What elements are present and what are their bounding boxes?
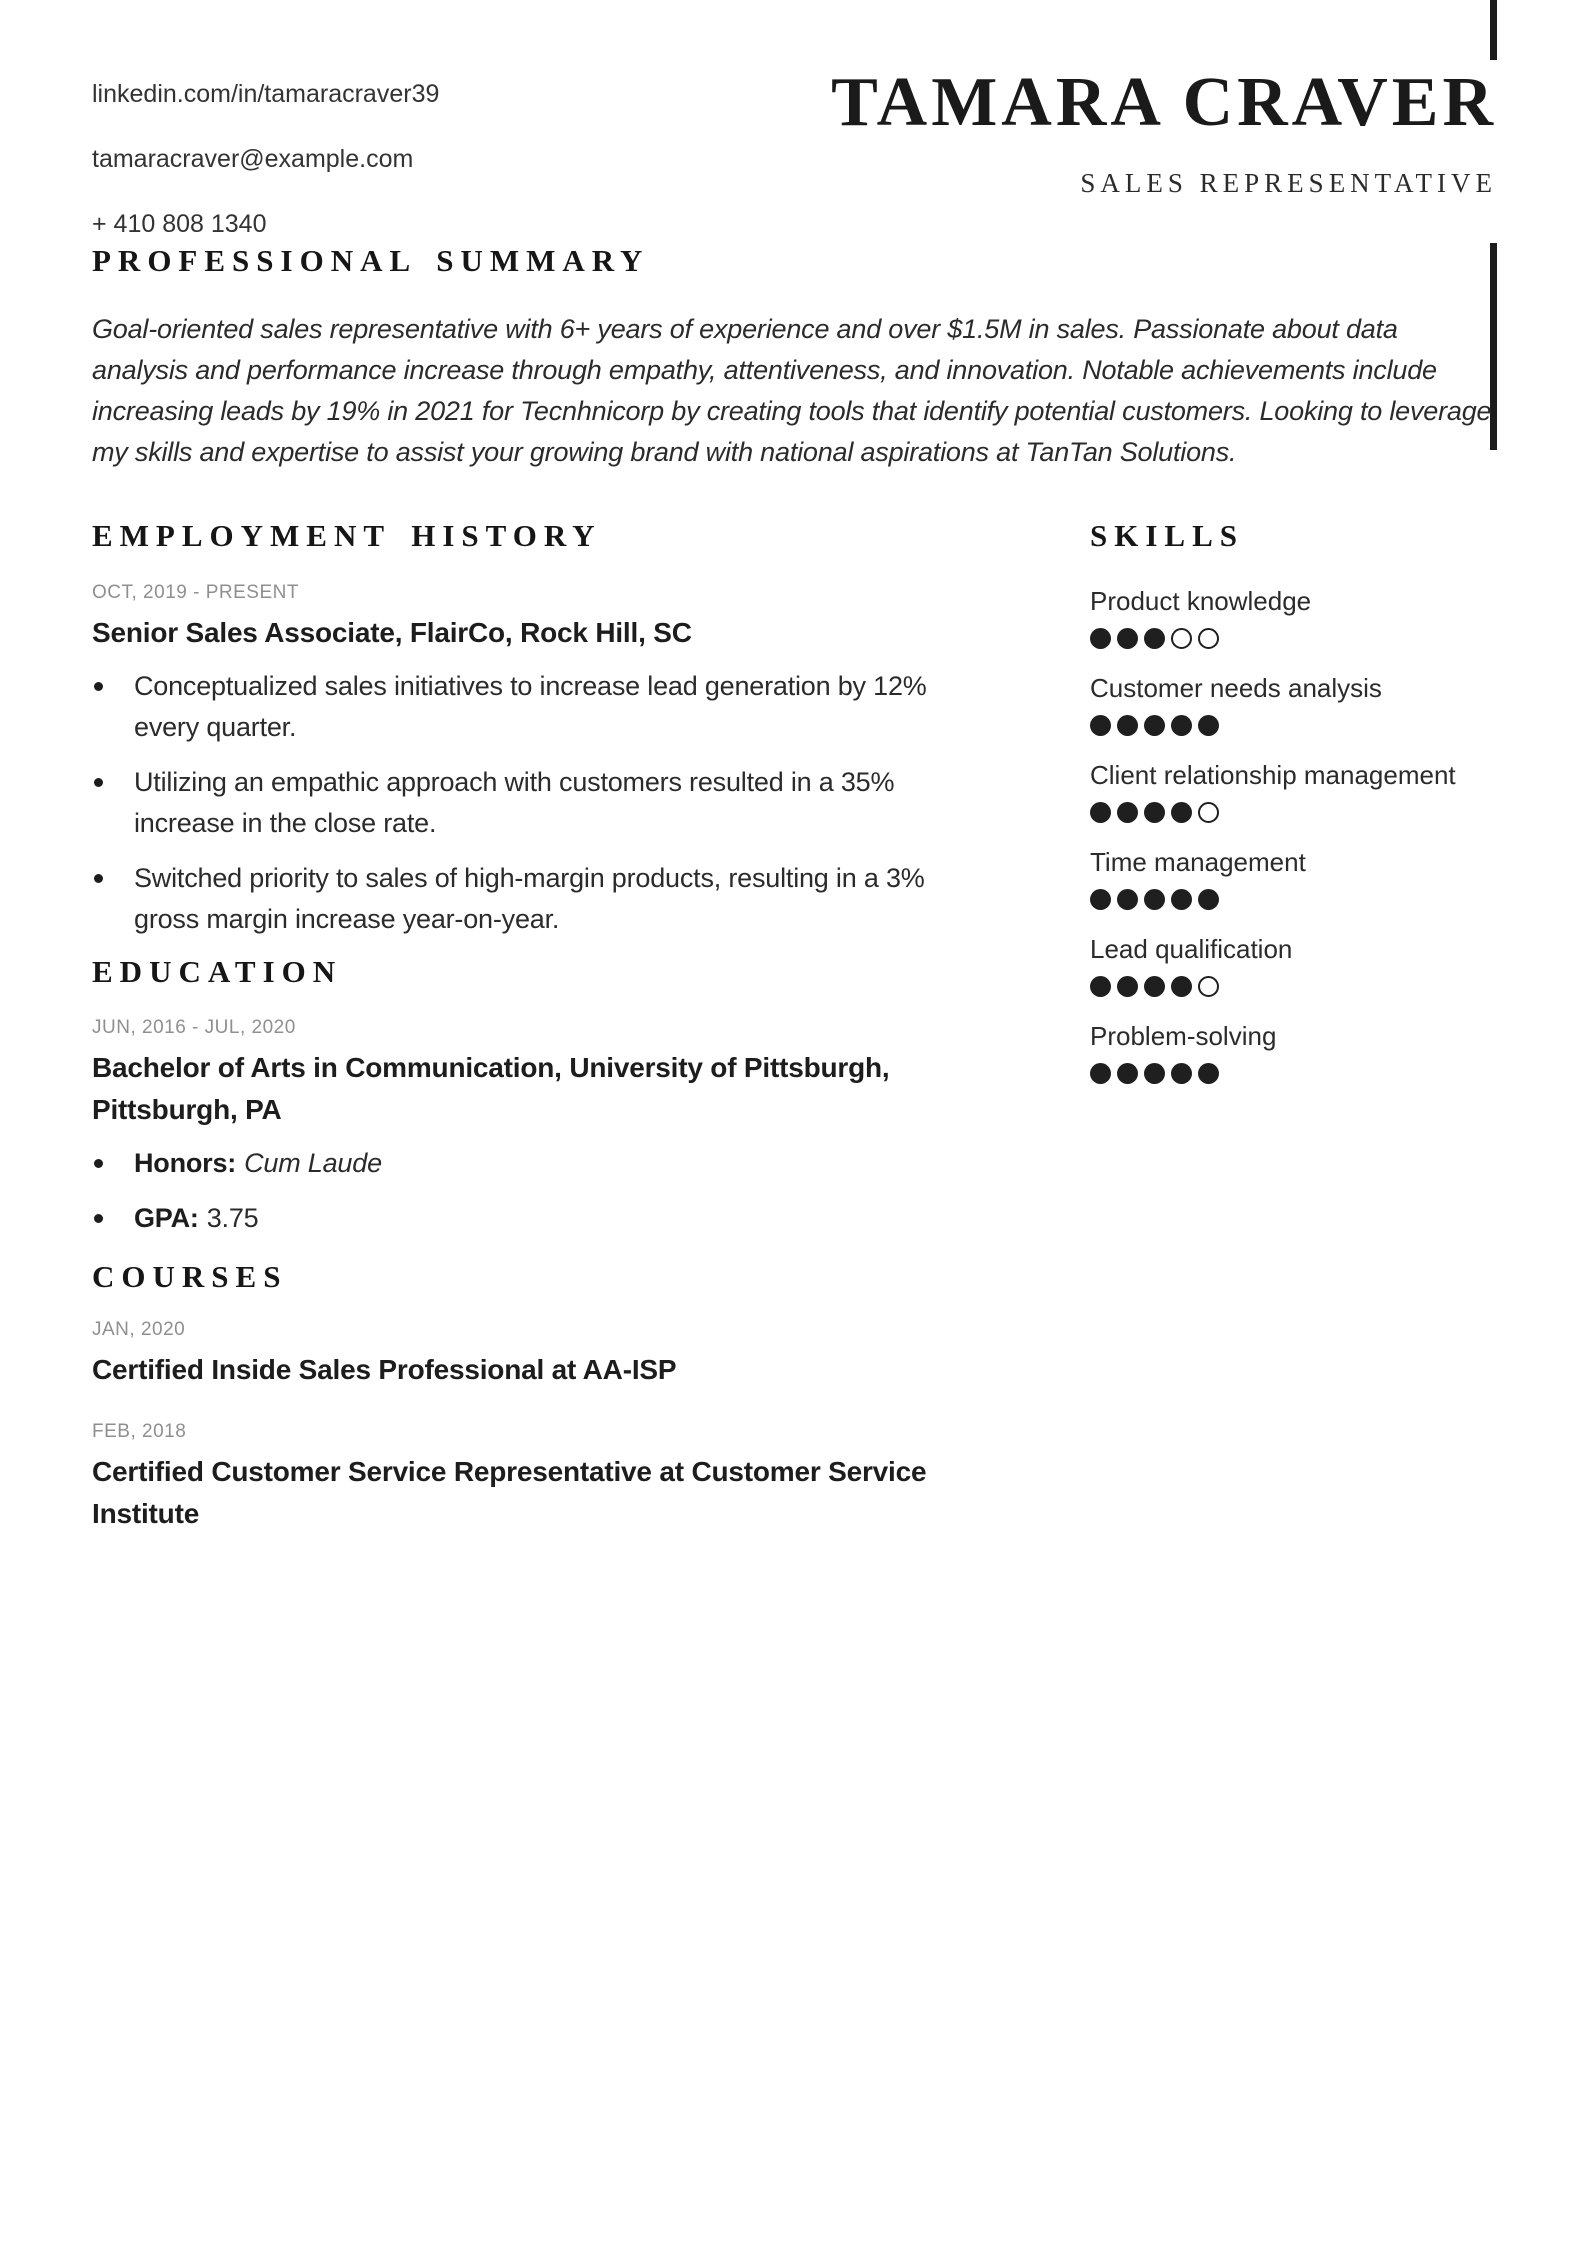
course-entry [92,1319,972,1391]
skill-dot-icon [1198,715,1219,736]
skills-section [1090,518,1520,1084]
jobs-list [92,582,972,940]
skill-dot-icon [1198,1063,1219,1084]
skill-dot-icon [1144,802,1165,823]
skill-item [1090,760,1520,823]
skill-level-dots [1090,715,1520,736]
course-title: Certified Customer Service Representative at Customer Service Institute [92,1455,927,1529]
skills-heading: SKILLS [1090,518,1245,553]
employment-heading: EMPLOYMENT HISTORY [92,518,602,553]
right-column [1090,518,1520,1108]
skill-dot-icon [1171,715,1192,736]
skill-level-dots [1090,976,1520,997]
course-entry [92,1421,972,1535]
person-name: TAMARA CRAVER [831,64,1497,141]
detail-label: Honors: [134,1148,237,1179]
skill-name: Client relationship management [1090,759,1456,790]
bullet-item [92,762,972,844]
skill-dot-icon [1171,628,1192,649]
skill-dot-icon [1144,976,1165,997]
skill-dot-icon [1090,802,1111,823]
skill-item [1090,1021,1520,1084]
skill-name: Time management [1090,846,1306,877]
education-detail-list [92,1143,972,1239]
linkedin-url: linkedin.com/in/tamaracraver39 [92,80,440,108]
job-title: Senior Sales Associate, FlairCo, Rock Hill, SC [92,616,692,648]
education-entry [92,1017,972,1239]
bullet-dot-icon [94,778,103,787]
skill-dot-icon [1144,715,1165,736]
skill-name: Product knowledge [1090,585,1312,616]
skills-list [1090,586,1520,1084]
skill-dot-icon [1117,1063,1138,1084]
decorative-rule-top [1490,0,1497,60]
courses-heading: COURSES [92,1259,288,1295]
education-section [92,954,972,1240]
education-detail [92,1143,972,1184]
skill-item [1090,673,1520,736]
skill-dot-icon [1198,802,1219,823]
skill-dot-icon [1171,889,1192,910]
left-column [92,518,972,1565]
bullet-text: Switched priority to sales of high-margin products, resulting in a 3% gross margin increase year-on-year. [134,862,925,934]
skill-item [1090,934,1520,997]
bullet-dot-icon [94,682,103,691]
phone-number: + 410 808 1340 [92,210,267,238]
summary-heading: PROFESSIONAL SUMMARY [92,243,650,278]
skill-level-dots [1090,889,1520,910]
skill-dot-icon [1144,1063,1165,1084]
summary-text: Goal-oriented sales representative with 6+ years of experience and over $1.5M in sales. Passionate about data analysis and performance increase through empathy, attentiveness, and innovation. Notable achievements include increasing leads by 19% in 2021 for Tecnhnicorp by creating tools that identify potential customers. Looking to leverage my skills and expertise to assist your growing brand with national aspirations at TanTan Solutions. [92,313,1492,467]
bullet-dot-icon [94,874,103,883]
bullet-item [92,858,972,940]
skill-dot-icon [1117,628,1138,649]
identity-block [831,64,1497,199]
skill-name: Lead qualification [1090,933,1293,964]
skill-dot-icon [1198,889,1219,910]
course-dates: JAN, 2020 [92,1318,186,1340]
education-detail [92,1198,972,1239]
skill-item [1090,586,1520,649]
bullet-text: Conceptualized sales initiatives to increase lead generation by 12% every quarter. [134,670,927,742]
skill-item [1090,847,1520,910]
email-address: tamaracraver@example.com [92,145,414,173]
employment-section [92,518,972,940]
education-heading: EDUCATION [92,953,343,989]
bullet-item [92,666,972,748]
job-bullet-list [92,666,972,940]
person-job-title: SALES REPRESENTATIVE [1080,168,1497,199]
skill-dot-icon [1090,715,1111,736]
education-list [92,1017,972,1239]
courses-section [92,1259,972,1535]
detail-value: Cum Laude [244,1148,382,1179]
skill-dot-icon [1090,976,1111,997]
skill-name: Customer needs analysis [1090,672,1382,703]
job-entry [92,582,972,940]
skill-dot-icon [1090,628,1111,649]
course-title: Certified Inside Sales Professional at AA-ISP [92,1353,677,1385]
skill-dot-icon [1144,628,1165,649]
bullet-dot-icon [94,1214,103,1223]
skill-dot-icon [1117,889,1138,910]
skill-dot-icon [1171,976,1192,997]
skill-dot-icon [1090,1063,1111,1084]
skill-dot-icon [1144,889,1165,910]
skill-level-dots [1090,802,1520,823]
detail-value: 3.75 [206,1203,259,1234]
job-dates: OCT, 2019 - PRESENT [92,581,299,603]
bullet-text: Utilizing an empathic approach with customers resulted in a 35% increase in the close rate. [134,766,895,838]
summary-section [92,243,1494,473]
skill-name: Problem-solving [1090,1020,1277,1051]
skill-dot-icon [1117,715,1138,736]
skill-dot-icon [1090,889,1111,910]
bullet-dot-icon [94,1159,103,1168]
skill-dot-icon [1171,1063,1192,1084]
education-degree: Bachelor of Arts in Communication, University of Pittsburgh, Pittsburgh, PA [92,1052,890,1126]
skill-dot-icon [1117,802,1138,823]
skill-dot-icon [1198,628,1219,649]
course-dates: FEB, 2018 [92,1420,187,1442]
skill-level-dots [1090,1063,1520,1084]
skill-dot-icon [1198,976,1219,997]
skill-level-dots [1090,628,1520,649]
education-dates: JUN, 2016 - JUL, 2020 [92,1017,296,1039]
detail-label: GPA: [134,1203,199,1234]
courses-list [92,1319,972,1535]
skill-dot-icon [1117,976,1138,997]
skill-dot-icon [1171,802,1192,823]
